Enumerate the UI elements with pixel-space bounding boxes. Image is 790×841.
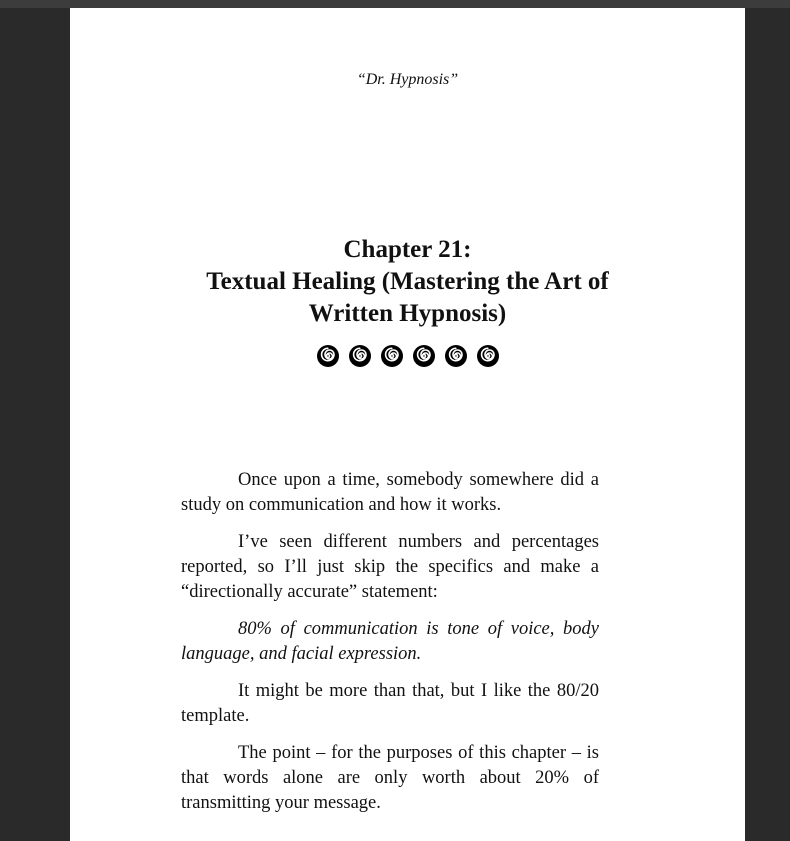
viewer-toolbar bbox=[0, 0, 790, 8]
paragraph-3: 80% of communication is tone of voice, body language, and facial expression. bbox=[181, 619, 599, 664]
chapter-title-line-2: Written Hypnosis) bbox=[308, 300, 507, 327]
spiral-icon bbox=[316, 344, 340, 368]
spiral-icon bbox=[476, 344, 500, 368]
paragraph-4: It might be more than that, but I like the 80/20 template. bbox=[181, 681, 599, 726]
body-text bbox=[181, 468, 599, 828]
paragraph-5: The point – for the purposes of this chapter – is that words alone are only worth about 20% of transmitting your message. bbox=[181, 743, 599, 813]
chapter-heading bbox=[70, 234, 745, 330]
paragraph-1: Once upon a time, somebody somewhere did a study on communication and how it works. bbox=[181, 470, 599, 515]
spiral-icon bbox=[412, 344, 436, 368]
running-header: “Dr. Hypnosis” bbox=[356, 71, 459, 88]
spiral-icon bbox=[348, 344, 372, 368]
chapter-number: Chapter 21: bbox=[343, 236, 472, 263]
document-page bbox=[70, 8, 745, 841]
chapter-title-line-1: Textual Healing (Mastering the Art of bbox=[206, 268, 609, 295]
paragraph-2: I’ve seen different numbers and percentages reported, so I’ll just skip the specifics and make a “directionally accurate” statement: bbox=[181, 532, 599, 602]
spiral-icon bbox=[444, 344, 468, 368]
spiral-icon bbox=[380, 344, 404, 368]
spiral-ornament bbox=[70, 344, 745, 370]
